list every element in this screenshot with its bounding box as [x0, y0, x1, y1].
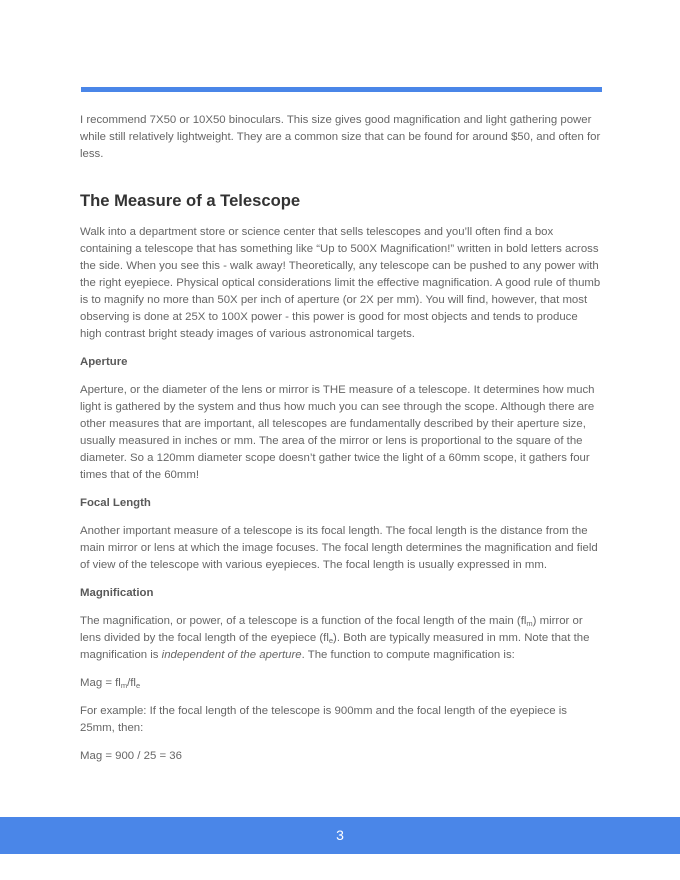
magnification-text-2: ) mirror or lens divided by the focal length of the eyepiece (fl	[80, 615, 583, 644]
focal-length-paragraph: Another important measure of a telescope is its focal length. The focal length is the distance from the main mirror or lens at which the image focuses. The focal length determines the magnification and field of view of the telescope with various eyepieces. The focal length is usually expressed in mm.	[80, 525, 598, 571]
section-intro-paragraph: Walk into a department store or science center that sells telescopes and you’ll often find a box containing a telescope that has something like “Up to 500X Magnification!” written in bold letters across the side. When you see this - walk away! Theoretically, any telescope can be pushed to any power with the right eyepiece. Physical optical considerations limit the effective magnification. A good rule of thumb is to magnify no more than 50X per inch of aperture (or 2X per mm). You will find, however, that most observing is done at 25X to 100X power - this power is good for most objects and tends to produce high contrast bright steady images of various astronomical targets.	[80, 226, 601, 340]
example-paragraph: For example: If the focal length of the telescope is 900mm and the focal length of the eyepiece is 25mm, then:	[80, 705, 567, 734]
magnification-text-1: The magnification, or power, of a telescope is a function of the focal length of the main (fl	[80, 615, 527, 627]
aperture-heading: Aperture	[80, 356, 128, 368]
header-rule	[81, 87, 602, 92]
magnification-emphasis: independent of the aperture	[161, 649, 302, 661]
formula-subscript-e: e	[135, 681, 141, 690]
magnification-heading: Magnification	[80, 587, 154, 599]
page-number: 3	[336, 827, 344, 843]
magnification-formula	[80, 675, 602, 692]
focal-length-heading: Focal Length	[80, 497, 151, 509]
magnification-paragraph	[80, 613, 602, 664]
formula-subscript-m: m	[120, 681, 128, 690]
page-content	[80, 112, 602, 776]
aperture-paragraph: Aperture, or the diameter of the lens or mirror is THE measure of a telescope. It determines how much light is gathered by the system and thus how much you can see through the scope. Although there are other measures that are important, all telescopes are fundamentally described by their aperture size, usually measured in inches or mm. The area of the mirror or lens is proportional to the square of the diameter. So a 120mm diameter scope doesn’t gather twice the light of a 60mm scope, it gathers four times that of the 60mm!	[80, 384, 595, 481]
subscript-m: m	[526, 619, 533, 628]
subscript-e: e	[328, 636, 334, 645]
footer-bar	[0, 817, 680, 854]
magnification-text-4: . The function to compute magnification is:	[301, 649, 515, 661]
formula-lhs: Mag = fl	[80, 677, 121, 689]
intro-paragraph: I recommend 7X50 or 10X50 binoculars. This size gives good magnification and light gathering power while still relatively lightweight. They are a common size that can be found for around $50, and often for less.	[80, 114, 601, 160]
section-title: The Measure of a Telescope	[80, 191, 301, 210]
magnification-text-3: ). Both are typically measured in mm. Note that the magnification is	[80, 632, 590, 661]
formula-divisor: /fl	[127, 677, 136, 689]
example-result: Mag = 900 / 25 = 36	[80, 750, 182, 762]
